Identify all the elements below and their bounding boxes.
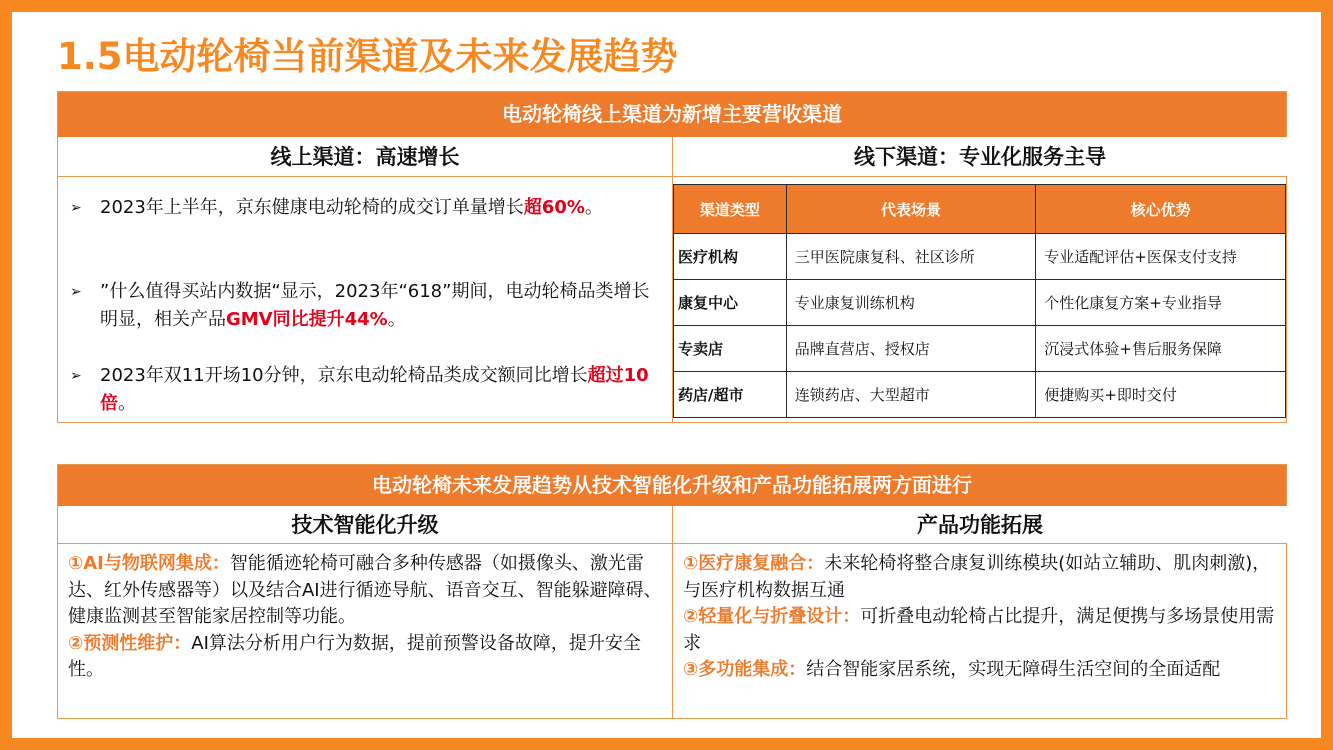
trends-panel-header: 电动轮椅未来发展趋势从技术智能化升级和产品功能拓展两方面进行 (58, 465, 1286, 506)
offline-channel-table (673, 184, 1286, 418)
table-header-cell: 渠道类型 (674, 185, 787, 234)
table-row (674, 326, 1286, 372)
product-items (683, 551, 1281, 684)
table-cell: 沉浸式体验+售后服务保障 (1036, 326, 1286, 372)
column-divider (672, 506, 673, 718)
item-label: ③多功能集成： (683, 659, 807, 680)
tech-items (68, 551, 666, 684)
item-text: 可折叠电动轮椅占比提升，满足便携与多场景使用需求 (683, 606, 1275, 654)
bullet-highlight: 超过10倍 (100, 365, 649, 414)
table-cell: 连锁药店、大型超市 (786, 372, 1036, 418)
table-cell: 专业康复训练机构 (786, 280, 1036, 326)
arrow-bullet-icon: ➢ (70, 368, 82, 384)
table-cell: 个性化康复方案+专业指导 (1036, 280, 1286, 326)
arrow-bullet-icon: ➢ (70, 284, 82, 300)
product-item-1 (683, 551, 1281, 604)
tech-heading: 技术智能化升级 (58, 506, 672, 544)
tech-item-2 (68, 631, 666, 684)
bullet-highlight: 超60% (523, 197, 585, 218)
bullet-text: ”什么值得买站内数据“显示，2023年“618”期间，电动轮椅品类增长明显，相关产品 (100, 281, 650, 330)
item-text: 智能循迹轮椅可融合多种传感器（如摄像头、激光雷达、红外传感器等）以及结合AI进行循迹导航、语音交互、智能躲避障碍、健康监测甚至智能家居控制等功能。 (68, 553, 662, 627)
table-header-row (674, 185, 1286, 234)
product-item-3 (683, 657, 1281, 684)
item-text: AI算法分析用户行为数据，提前预警设备故障，提升安全性。 (68, 632, 641, 680)
table-cell: 医疗机构 (674, 234, 787, 280)
online-bullet-2 (70, 278, 660, 334)
table-cell: 三甲医院康复科、社区诊所 (786, 234, 1036, 280)
table-cell: 康复中心 (674, 280, 787, 326)
channels-panel (57, 91, 1287, 423)
table-cell: 专卖店 (674, 326, 787, 372)
page-title: 1.5电动轮椅当前渠道及未来发展趋势 (57, 35, 678, 78)
channels-panel-header: 电动轮椅线上渠道为新增主要营收渠道 (58, 92, 1286, 137)
table-cell: 品牌直营店、授权店 (786, 326, 1036, 372)
online-bullet-1 (70, 194, 660, 222)
item-label: ②轻量化与折叠设计： (683, 606, 861, 627)
online-bullet-3 (70, 362, 660, 418)
table-row (674, 372, 1286, 418)
online-heading: 线上渠道：高速增长 (58, 137, 672, 177)
table-header-cell: 核心优势 (1036, 185, 1286, 234)
item-text: 结合智能家居系统，实现无障碍生活空间的全面适配 (806, 659, 1221, 680)
offline-heading: 线下渠道：专业化服务主导 (673, 137, 1287, 177)
table-row (674, 234, 1286, 280)
arrow-bullet-icon: ➢ (70, 200, 82, 216)
item-label: ②预测性维护： (68, 632, 192, 654)
bullet-tail: 。 (584, 197, 603, 218)
bullet-tail: 。 (118, 393, 136, 414)
table-header-cell: 代表场景 (786, 185, 1036, 234)
table-cell: 便捷购买+即时交付 (1036, 372, 1286, 418)
product-item-2 (683, 604, 1281, 657)
item-text: 未来轮椅将整合康复训练模块(如站立辅助、肌肉刺激)，与医疗机构数据互通 (683, 553, 1271, 601)
bullet-text: 2023年双11开场10分钟，京东电动轮椅品类成交额同比增长 (100, 365, 588, 386)
item-label: ①医疗康复融合： (683, 553, 825, 574)
table-row (674, 280, 1286, 326)
product-heading: 产品功能拓展 (673, 506, 1287, 544)
table-cell: 药店/超市 (674, 372, 787, 418)
tech-item-1 (68, 551, 666, 631)
bullet-text: 2023年上半年，京东健康电动轮椅的成交订单量增长 (100, 197, 524, 218)
item-label: ①AI与物联网集成： (68, 553, 230, 574)
bullet-highlight: GMV同比提升44% (226, 309, 388, 330)
trends-panel (57, 464, 1287, 719)
bullet-tail: 。 (387, 309, 406, 330)
table-cell: 专业适配评估+医保支付支持 (1036, 234, 1286, 280)
